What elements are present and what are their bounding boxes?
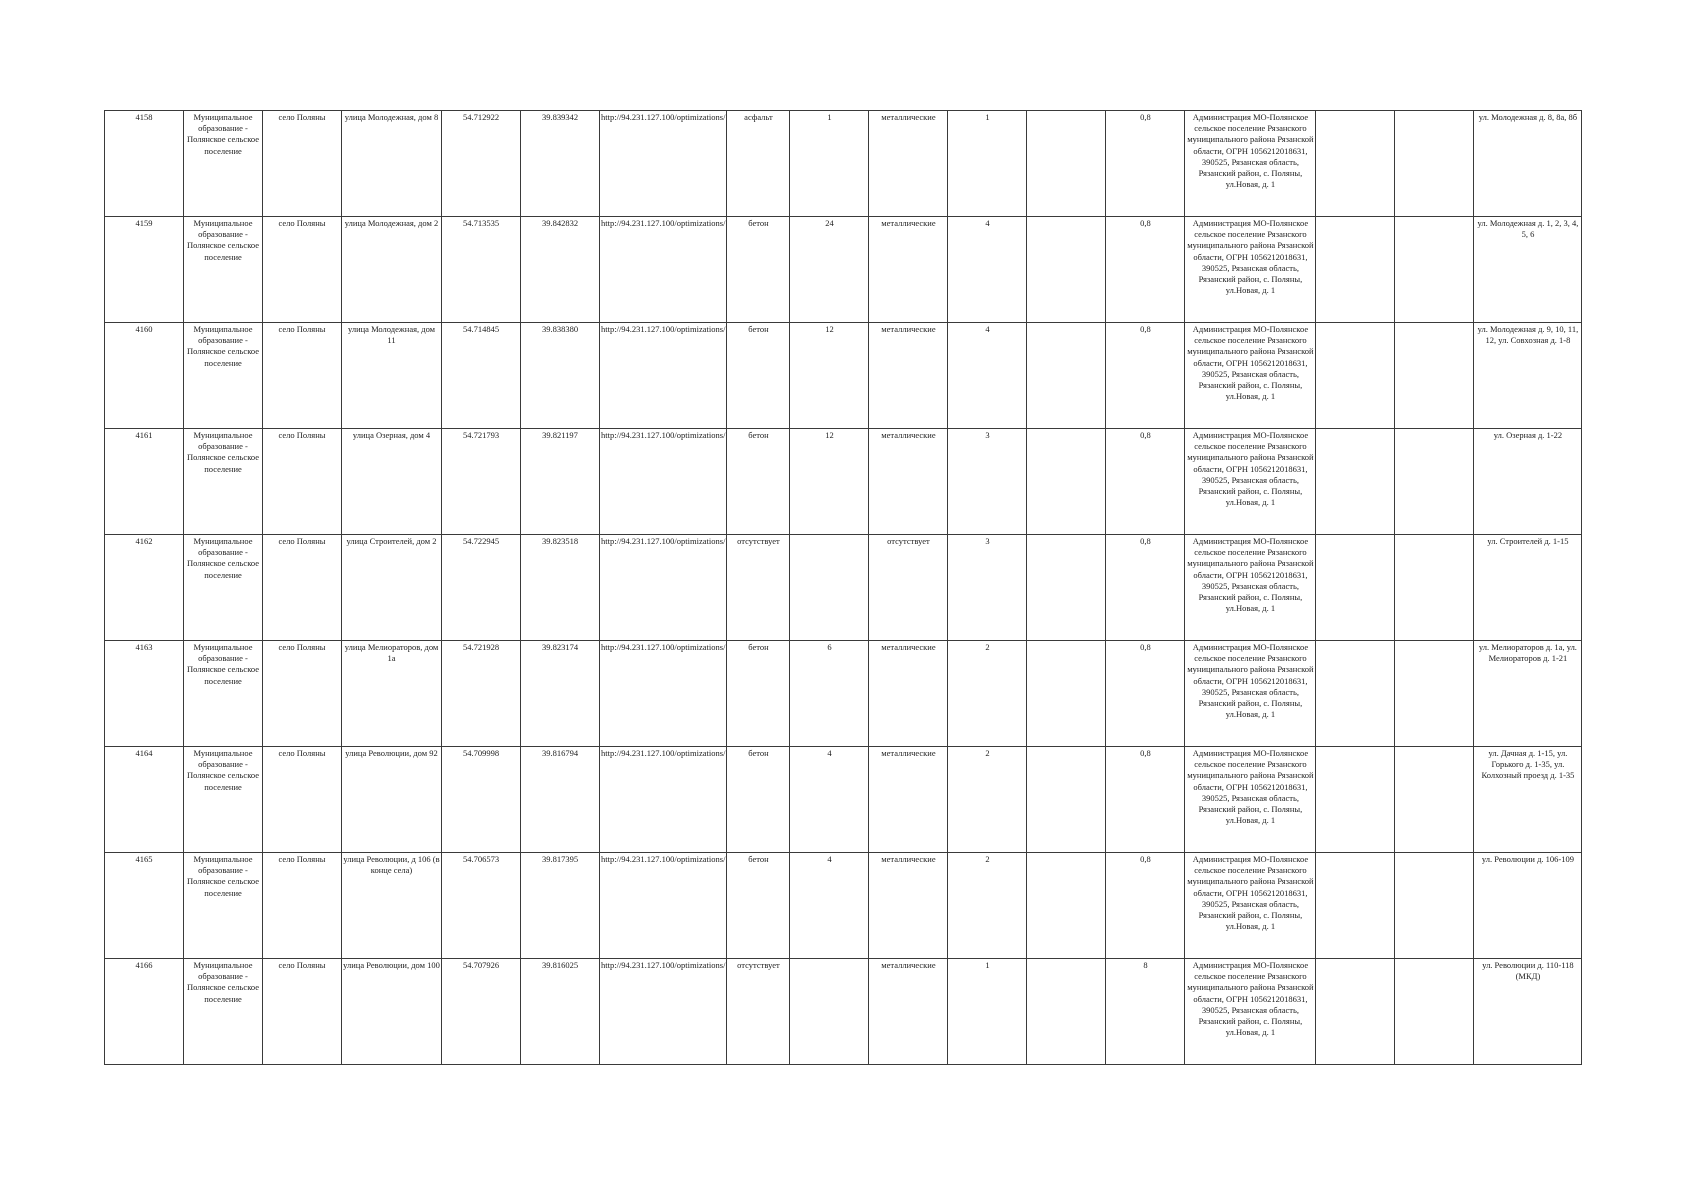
cell-url: http://94.231.127.100/optimizations/ <box>600 959 727 1065</box>
cell-empty <box>1316 323 1395 429</box>
cell-container-count: 4 <box>948 217 1027 323</box>
cell-id: 4164 <box>105 747 184 853</box>
cell-settlement: село Поляны <box>263 747 342 853</box>
table-row <box>105 959 1582 1065</box>
cell-empty <box>1395 747 1474 853</box>
cell-id: 4160 <box>105 323 184 429</box>
table-row <box>105 323 1582 429</box>
cell-owner: Администрация МО-Полянское сельское поселение Рязанского муниципального района Рязанской области, ОГРН 1056212018631, 390525, Рязанская область, Рязанский район, с. Поляны, ул.Новая, д. 1 <box>1185 323 1316 429</box>
cell-surface: отсутствует <box>727 959 790 1065</box>
cell-settlement: село Поляны <box>263 217 342 323</box>
cell-volume: 0,8 <box>1106 853 1185 959</box>
cell-longitude: 39.821197 <box>521 429 600 535</box>
cell-volume: 0,8 <box>1106 641 1185 747</box>
cell-volume: 0,8 <box>1106 217 1185 323</box>
cell-owner: Администрация МО-Полянское сельское поселение Рязанского муниципального района Рязанской области, ОГРН 1056212018631, 390525, Рязанская область, Рязанский район, с. Поляны, ул.Новая, д. 1 <box>1185 747 1316 853</box>
cell-latitude: 54.722945 <box>442 535 521 641</box>
cell-volume: 0,8 <box>1106 747 1185 853</box>
cell-url: http://94.231.127.100/optimizations/ <box>600 323 727 429</box>
cell-served-addresses: ул. Дачная д. 1-15, ул. Горького д. 1-35, ул. Колхозный проезд д. 1-35 <box>1474 747 1582 853</box>
cell-id: 4165 <box>105 853 184 959</box>
cell-empty <box>1395 429 1474 535</box>
cell-latitude: 54.706573 <box>442 853 521 959</box>
cell-longitude: 39.823518 <box>521 535 600 641</box>
cell-address: улица Молодежная, дом 8 <box>342 111 442 217</box>
cell-container-count: 2 <box>948 853 1027 959</box>
cell-owner: Администрация МО-Полянское сельское поселение Рязанского муниципального района Рязанской области, ОГРН 1056212018631, 390525, Рязанская область, Рязанский район, с. Поляны, ул.Новая, д. 1 <box>1185 853 1316 959</box>
cell-address: улица Молодежная, дом 2 <box>342 217 442 323</box>
cell-served-addresses: ул. Озерная д. 1-22 <box>1474 429 1582 535</box>
cell-address: улица Строителей, дом 2 <box>342 535 442 641</box>
cell-container-count: 2 <box>948 747 1027 853</box>
cell-id: 4159 <box>105 217 184 323</box>
cell-longitude: 39.823174 <box>521 641 600 747</box>
cell-municipality: Муниципальное образование - Полянское сельское поселение <box>184 429 263 535</box>
cell-empty <box>1027 323 1106 429</box>
cell-volume: 0,8 <box>1106 323 1185 429</box>
cell-id: 4163 <box>105 641 184 747</box>
cell-empty <box>1395 641 1474 747</box>
cell-municipality: Муниципальное образование - Полянское сельское поселение <box>184 535 263 641</box>
cell-area <box>790 959 869 1065</box>
cell-settlement: село Поляны <box>263 111 342 217</box>
cell-surface: бетон <box>727 853 790 959</box>
cell-owner: Администрация МО-Полянское сельское поселение Рязанского муниципального района Рязанской области, ОГРН 1056212018631, 390525, Рязанская область, Рязанский район, с. Поляны, ул.Новая, д. 1 <box>1185 641 1316 747</box>
cell-longitude: 39.839342 <box>521 111 600 217</box>
cell-id: 4166 <box>105 959 184 1065</box>
cell-empty <box>1316 535 1395 641</box>
cell-settlement: село Поляны <box>263 429 342 535</box>
cell-settlement: село Поляны <box>263 535 342 641</box>
cell-address: улица Революции, дом 100 <box>342 959 442 1065</box>
cell-empty <box>1027 641 1106 747</box>
cell-id: 4158 <box>105 111 184 217</box>
cell-empty <box>1027 853 1106 959</box>
table-row <box>105 217 1582 323</box>
cell-surface: асфальт <box>727 111 790 217</box>
cell-empty <box>1027 959 1106 1065</box>
cell-address: улица Революции, д 106 (в конце села) <box>342 853 442 959</box>
cell-served-addresses: ул. Строителей д. 1-15 <box>1474 535 1582 641</box>
table-row <box>105 429 1582 535</box>
cell-surface: бетон <box>727 747 790 853</box>
table-row <box>105 747 1582 853</box>
cell-id: 4162 <box>105 535 184 641</box>
cell-owner: Администрация МО-Полянское сельское поселение Рязанского муниципального района Рязанской области, ОГРН 1056212018631, 390525, Рязанская область, Рязанский район, с. Поляны, ул.Новая, д. 1 <box>1185 429 1316 535</box>
cell-longitude: 39.816025 <box>521 959 600 1065</box>
cell-served-addresses: ул. Молодежная д. 9, 10, 11, 12, ул. Совхозная д. 1-8 <box>1474 323 1582 429</box>
cell-municipality: Муниципальное образование - Полянское сельское поселение <box>184 641 263 747</box>
cell-served-addresses: ул. Революции д. 110-118 (МКД) <box>1474 959 1582 1065</box>
cell-surface: бетон <box>727 641 790 747</box>
cell-container-count: 1 <box>948 111 1027 217</box>
cell-longitude: 39.817395 <box>521 853 600 959</box>
cell-container-type: металлические <box>869 853 948 959</box>
cell-empty <box>1316 429 1395 535</box>
cell-empty <box>1027 535 1106 641</box>
cell-owner: Администрация МО-Полянское сельское поселение Рязанского муниципального района Рязанской области, ОГРН 1056212018631, 390525, Рязанская область, Рязанский район, с. Поляны, ул.Новая, д. 1 <box>1185 959 1316 1065</box>
cell-empty <box>1395 111 1474 217</box>
cell-settlement: село Поляны <box>263 323 342 429</box>
cell-served-addresses: ул. Молодежная д. 8, 8а, 8б <box>1474 111 1582 217</box>
cell-container-type: металлические <box>869 429 948 535</box>
cell-latitude: 54.709998 <box>442 747 521 853</box>
table-row <box>105 853 1582 959</box>
cell-municipality: Муниципальное образование - Полянское сельское поселение <box>184 853 263 959</box>
cell-served-addresses: ул. Мелиораторов д. 1а, ул. Мелиораторов д. 1-21 <box>1474 641 1582 747</box>
cell-container-type: металлические <box>869 111 948 217</box>
cell-url: http://94.231.127.100/optimizations/ <box>600 641 727 747</box>
cell-container-type: металлические <box>869 747 948 853</box>
cell-empty <box>1316 641 1395 747</box>
cell-volume: 0,8 <box>1106 535 1185 641</box>
cell-municipality: Муниципальное образование - Полянское сельское поселение <box>184 747 263 853</box>
cell-empty <box>1027 429 1106 535</box>
cell-address: улица Мелиораторов, дом 1а <box>342 641 442 747</box>
cell-area: 4 <box>790 747 869 853</box>
cell-served-addresses: ул. Молодежная д. 1, 2, 3, 4, 5, 6 <box>1474 217 1582 323</box>
cell-empty <box>1316 747 1395 853</box>
cell-owner: Администрация МО-Полянское сельское поселение Рязанского муниципального района Рязанской области, ОГРН 1056212018631, 390525, Рязанская область, Рязанский район, с. Поляны, ул.Новая, д. 1 <box>1185 111 1316 217</box>
cell-empty <box>1027 747 1106 853</box>
cell-empty <box>1316 853 1395 959</box>
cell-latitude: 54.712922 <box>442 111 521 217</box>
cell-url: http://94.231.127.100/optimizations/ <box>600 535 727 641</box>
cell-owner: Администрация МО-Полянское сельское поселение Рязанского муниципального района Рязанской области, ОГРН 1056212018631, 390525, Рязанская область, Рязанский район, с. Поляны, ул.Новая, д. 1 <box>1185 217 1316 323</box>
cell-volume: 8 <box>1106 959 1185 1065</box>
cell-empty <box>1395 535 1474 641</box>
cell-url: http://94.231.127.100/optimizations/ <box>600 111 727 217</box>
cell-container-count: 3 <box>948 429 1027 535</box>
cell-latitude: 54.714845 <box>442 323 521 429</box>
cell-empty <box>1027 111 1106 217</box>
cell-container-count: 3 <box>948 535 1027 641</box>
cell-container-type: металлические <box>869 959 948 1065</box>
cell-address: улица Молодежная, дом 11 <box>342 323 442 429</box>
cell-container-type: металлические <box>869 323 948 429</box>
cell-municipality: Муниципальное образование - Полянское сельское поселение <box>184 111 263 217</box>
cell-address: улица Озерная, дом 4 <box>342 429 442 535</box>
cell-surface: бетон <box>727 429 790 535</box>
cell-municipality: Муниципальное образование - Полянское сельское поселение <box>184 217 263 323</box>
cell-area: 1 <box>790 111 869 217</box>
cell-surface: отсутствует <box>727 535 790 641</box>
cell-longitude: 39.842832 <box>521 217 600 323</box>
cell-empty <box>1316 217 1395 323</box>
cell-latitude: 54.707926 <box>442 959 521 1065</box>
cell-municipality: Муниципальное образование - Полянское сельское поселение <box>184 323 263 429</box>
cell-empty <box>1395 323 1474 429</box>
cell-container-type: металлические <box>869 217 948 323</box>
cell-empty <box>1395 217 1474 323</box>
cell-id: 4161 <box>105 429 184 535</box>
table-row <box>105 111 1582 217</box>
cell-area: 24 <box>790 217 869 323</box>
table-body <box>105 111 1582 1065</box>
cell-url: http://94.231.127.100/optimizations/ <box>600 747 727 853</box>
cell-empty <box>1395 959 1474 1065</box>
cell-area: 4 <box>790 853 869 959</box>
cell-volume: 0,8 <box>1106 429 1185 535</box>
cell-surface: бетон <box>727 323 790 429</box>
cell-container-count: 2 <box>948 641 1027 747</box>
cell-empty <box>1027 217 1106 323</box>
cell-area: 6 <box>790 641 869 747</box>
cell-latitude: 54.721928 <box>442 641 521 747</box>
cell-volume: 0,8 <box>1106 111 1185 217</box>
cell-container-type: металлические <box>869 641 948 747</box>
cell-latitude: 54.721793 <box>442 429 521 535</box>
cell-settlement: село Поляны <box>263 641 342 747</box>
cell-empty <box>1316 111 1395 217</box>
cell-municipality: Муниципальное образование - Полянское сельское поселение <box>184 959 263 1065</box>
table-row <box>105 641 1582 747</box>
cell-longitude: 39.838380 <box>521 323 600 429</box>
cell-owner: Администрация МО-Полянское сельское поселение Рязанского муниципального района Рязанской области, ОГРН 1056212018631, 390525, Рязанская область, Рязанский район, с. Поляны, ул.Новая, д. 1 <box>1185 535 1316 641</box>
cell-url: http://94.231.127.100/optimizations/ <box>600 217 727 323</box>
cell-empty <box>1395 853 1474 959</box>
cell-url: http://94.231.127.100/optimizations/ <box>600 429 727 535</box>
cell-settlement: село Поляны <box>263 959 342 1065</box>
cell-area <box>790 535 869 641</box>
table-row <box>105 535 1582 641</box>
waste-sites-table <box>104 110 1582 1065</box>
cell-container-count: 1 <box>948 959 1027 1065</box>
cell-container-count: 4 <box>948 323 1027 429</box>
cell-address: улица Революции, дом 92 <box>342 747 442 853</box>
cell-latitude: 54.713535 <box>442 217 521 323</box>
cell-settlement: село Поляны <box>263 853 342 959</box>
cell-longitude: 39.816794 <box>521 747 600 853</box>
cell-area: 12 <box>790 323 869 429</box>
cell-surface: бетон <box>727 217 790 323</box>
cell-url: http://94.231.127.100/optimizations/ <box>600 853 727 959</box>
cell-served-addresses: ул. Революции д. 106-109 <box>1474 853 1582 959</box>
cell-area: 12 <box>790 429 869 535</box>
cell-empty <box>1316 959 1395 1065</box>
cell-container-type: отсутствует <box>869 535 948 641</box>
